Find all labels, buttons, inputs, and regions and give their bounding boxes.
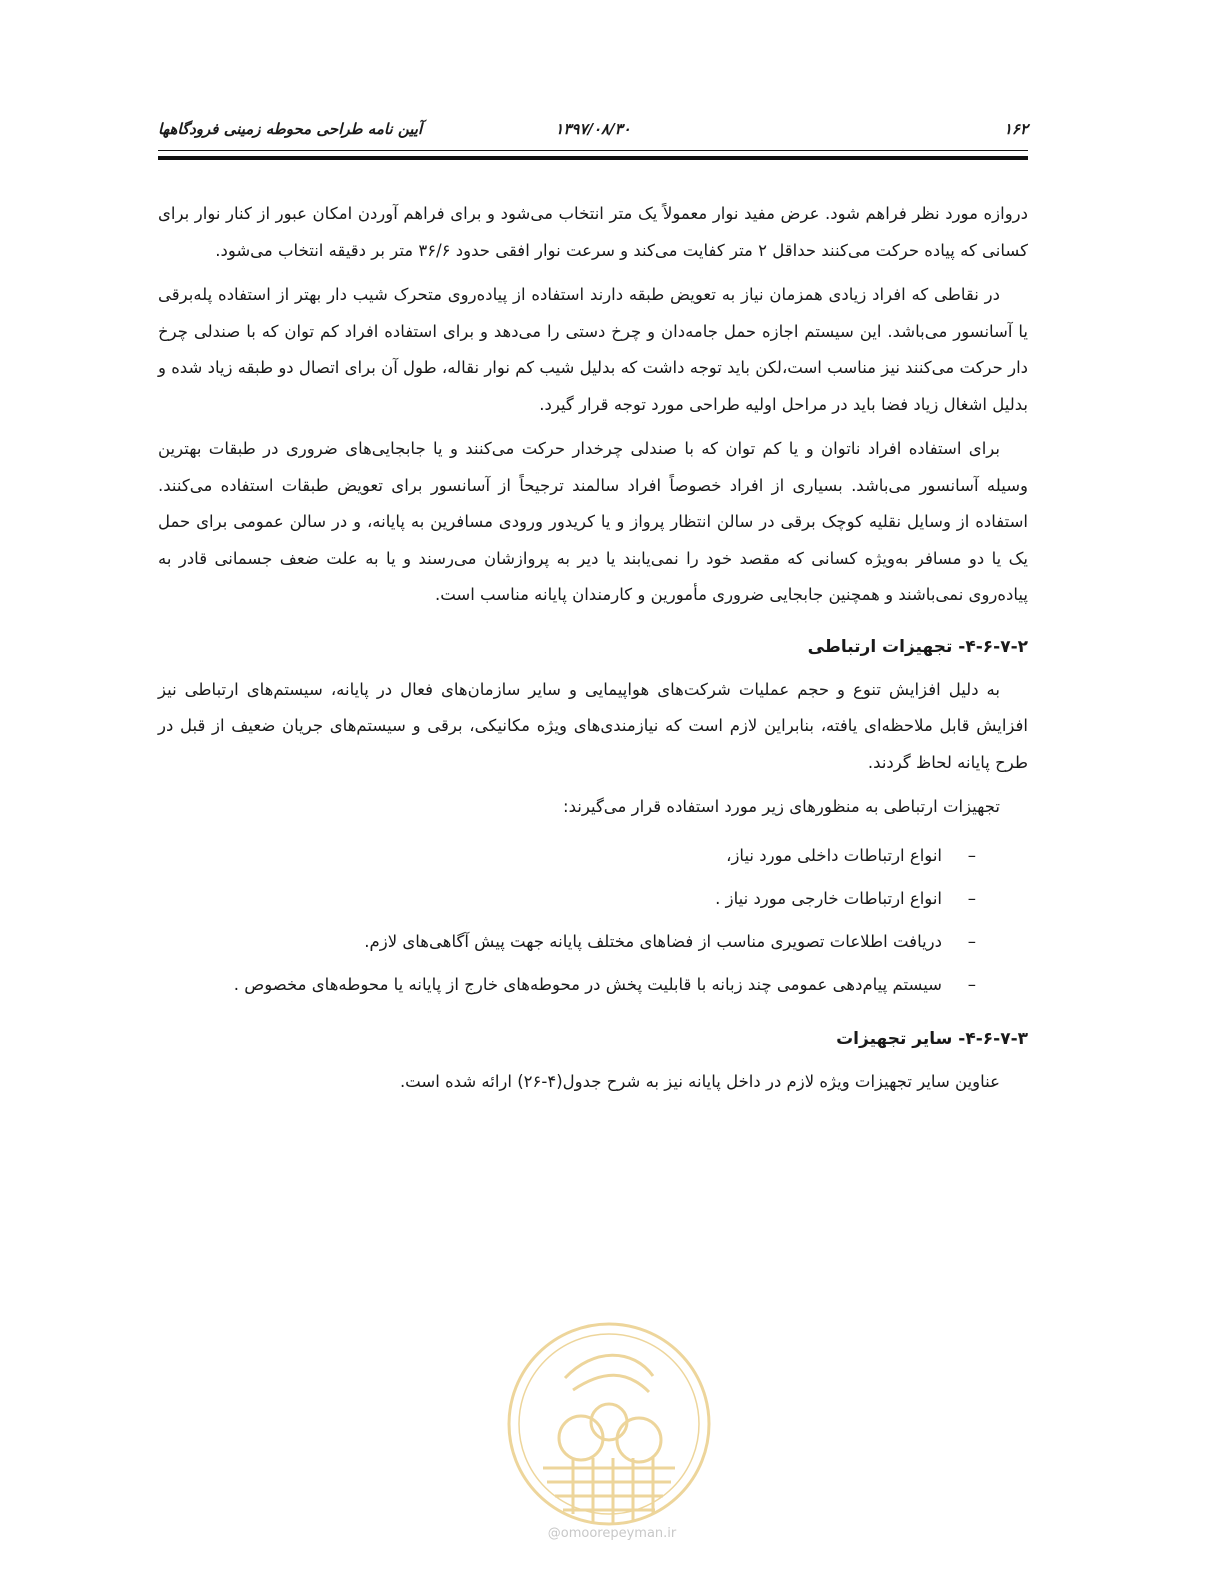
header-rule-thin [158, 150, 1028, 151]
section-heading-other-equipment: ۴-۶-۷-۳- سایر تجهیزات [836, 1028, 1028, 1049]
list-item: – انواع ارتباطات داخلی مورد نیاز، [158, 834, 964, 877]
page-header [158, 120, 1028, 146]
watermark-logo-icon [503, 1318, 715, 1530]
document-title: آیین نامه طراحی محوطه زمینی فرودگاهها [158, 120, 423, 138]
paragraph-4: به دلیل افزایش تنوع و حجم عملیات شرکت‌های هواپیمایی و سایر سازمان‌های فعال در پایانه، سیستم‌های ارتباطی نیز افزایش قابل ملاحظه‌ای یافته، بنابراین لازم است که نیازمندی‌های ویژه مکانیکی، برقی و سیستم‌های جریان ضعیف از قبل در طرح پایانه لحاظ گردند. [158, 679, 1028, 772]
header-rule-thick [158, 156, 1028, 160]
paragraph-6: عناوین سایر تجهیزات ویژه لازم در داخل پایانه نیز به شرح جدول(۴-۲۶) ارائه شده است. [399, 1071, 1000, 1091]
list-item: – سیستم پیام‌دهی عمومی چند زبانه با قابلیت پخش در محوطه‌های خارج از پایانه یا محوطه‌های مخصوص . [158, 963, 964, 1006]
header-date: ۱۳۹۷/۰۸/۳۰ [555, 120, 631, 138]
watermark-url: @omoorepeyman.ir [547, 1526, 677, 1541]
list-item: – دریافت اطلاعات تصویری مناسب از فضاهای مختلف پایانه جهت پیش آگاهی‌های لازم. [158, 920, 964, 963]
list-item: – انواع ارتباطات خارجی مورد نیاز . [158, 877, 964, 920]
paragraph-5: تجهیزات ارتباطی به منظورهای زیر مورد استفاده قرار می‌گیرند: [563, 797, 1000, 816]
communications-list [158, 834, 964, 1006]
paragraph-3: برای استفاده افراد ناتوان و یا کم توان که با صندلی چرخدار حرکت می‌کنند و یا جابجایی‌های ضروری در طبقات بهترین وسیله آسانسور می‌باشد. بسیاری از افراد خصوصاً افراد سالمند ترجیحاً از آسانسور برای تعویض طبقات استفاده می‌کنند. استفاده از وسایل نقلیه کوچک برقی در سالن انتظار پرواز و یا کریدور ورودی مسافرین به پایانه، و در سالن عمومی برای حمل یک یا دو مسافر به‌ویژه کسانی که مقصد خود را نمی‌یابند یا دیر به پروازشان می‌رسند و یا به علت ضعف جسمانی قادر به پیاده‌روی نمی‌باشند و همچنین جابجایی ضروری مأمورین و کارمندان پایانه مناسب است. [158, 439, 1028, 604]
paragraph-2: در نقاطی که افراد زیادی همزمان نیاز به تعویض طبقه دارند استفاده از پیاده‌روی متحرک شیب دار بهتر از استفاده پله‌برقی یا آسانسور می‌باشد. این سیستم اجازه حمل جامه‌دان و چرخ دستی را می‌دهد و برای استفاده افراد کم توان که با صندلی چرخ دار حرکت می‌کنند نیز مناسب است،لکن باید توجه داشت که بدلیل شیب کم نوار نقاله، طول آن برای اتصال دو طبقه زیاد شده و بدلیل اشغال زیاد فضا باید در مراحل اولیه طراحی مورد توجه قرار گیرد. [158, 285, 1028, 414]
page-number: ۱۶۲ [1003, 120, 1028, 138]
paragraph-1: دروازه مورد نظر فراهم شود. عرض مفید نوار معمولاً یک متر انتخاب می‌شود و برای فراهم آوردن امکان عبور از کنار نوار برای کسانی که پیاده حرکت می‌کنند حداقل ۲ متر کفایت می‌کند و سرعت نوار افقی حدود ۳۶/۶ متر بر دقیقه انتخاب می‌شود. [158, 204, 1028, 260]
section-heading-communications: ۴-۶-۷-۲- تجهیزات ارتباطی [807, 636, 1028, 657]
page-body [158, 196, 1028, 1108]
